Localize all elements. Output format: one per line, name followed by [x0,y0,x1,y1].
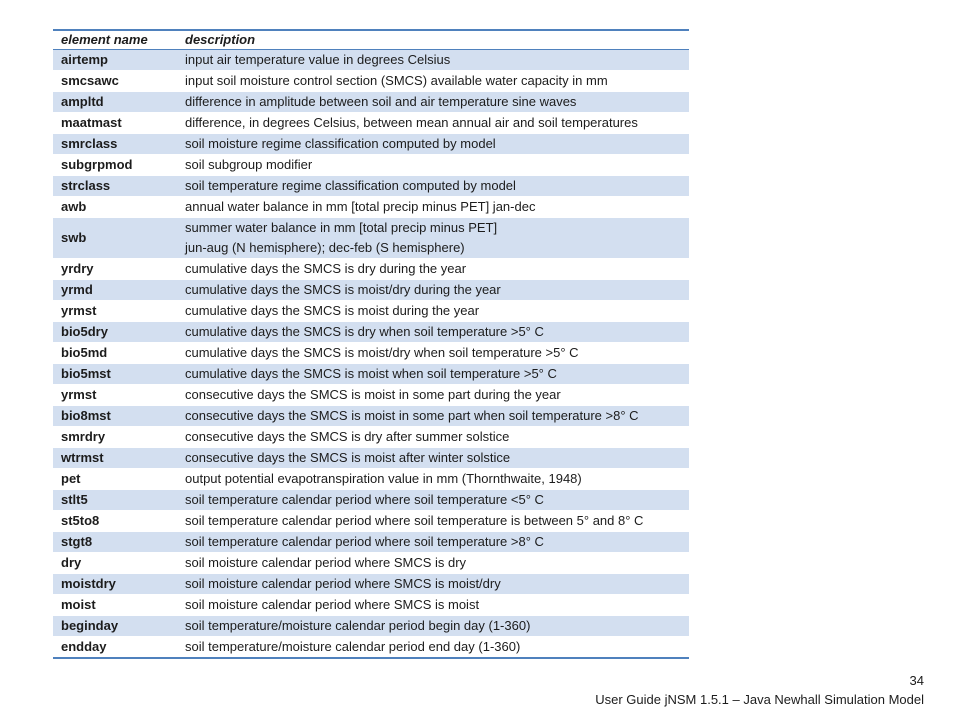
description-cell: soil moisture calendar period where SMCS is moist/dry [177,574,689,595]
description-cell: soil moisture calendar period where SMCS is moist [177,595,689,616]
element-name-cell: beginday [53,616,177,637]
table-row [53,574,689,595]
table-row [53,637,689,659]
description-cell: annual water balance in mm [total precip minus PET] jan-dec [177,197,689,218]
description-cell: soil temperature regime classification computed by model [177,176,689,197]
description-cell: cumulative days the SMCS is dry when soil temperature >5° C [177,322,689,343]
table-row [53,197,689,218]
description-cell: soil temperature calendar period where soil temperature <5° C [177,490,689,511]
table-row [53,113,689,134]
table-row [53,155,689,176]
table-row [53,176,689,197]
table-row [53,92,689,113]
table-row [53,134,689,155]
table-row [53,406,689,427]
table-row [53,301,689,322]
table-row [53,532,689,553]
description-cell: consecutive days the SMCS is moist in some part during the year [177,385,689,406]
description-cell: soil temperature calendar period where soil temperature is between 5° and 8° C [177,511,689,532]
description-cell: consecutive days the SMCS is moist after winter solstice [177,448,689,469]
description-cell: difference in amplitude between soil and air temperature sine waves [177,92,689,113]
description-cell: soil temperature/moisture calendar period begin day (1-360) [177,616,689,637]
description-cell: soil temperature calendar period where soil temperature >8° C [177,532,689,553]
table-row [53,553,689,574]
element-name-cell: airtemp [53,50,177,71]
table-row [53,259,689,280]
description-cell: cumulative days the SMCS is moist/dry when soil temperature >5° C [177,343,689,364]
element-description-table [53,29,689,659]
description-cell: soil moisture regime classification computed by model [177,134,689,155]
table-body [53,50,689,659]
element-name-cell: yrmst [53,301,177,322]
table-row [53,343,689,364]
description-cell: cumulative days the SMCS is moist/dry during the year [177,280,689,301]
element-name-cell: moist [53,595,177,616]
table-row [53,50,689,71]
table-row [53,595,689,616]
element-name-cell: yrmst [53,385,177,406]
element-name-cell: dry [53,553,177,574]
element-name-cell: pet [53,469,177,490]
description-cell: cumulative days the SMCS is dry during the year [177,259,689,280]
footer-title: User Guide jNSM 1.5.1 – Java Newhall Simulation Model [595,692,924,707]
element-name-cell: swb [53,218,177,259]
column-header-element-name: element name [53,30,177,50]
description-cell: soil moisture calendar period where SMCS is dry [177,553,689,574]
element-name-cell: strclass [53,176,177,197]
column-header-description: description [177,30,689,50]
element-name-cell: smcsawc [53,71,177,92]
table-row [53,616,689,637]
table-row [53,511,689,532]
description-cell: soil temperature/moisture calendar period end day (1-360) [177,637,689,659]
table-row [53,427,689,448]
element-name-cell: bio8mst [53,406,177,427]
element-name-cell: bio5mst [53,364,177,385]
description-cell: consecutive days the SMCS is dry after summer solstice [177,427,689,448]
table-row [53,280,689,301]
element-name-cell: st5to8 [53,511,177,532]
element-name-cell: ampltd [53,92,177,113]
element-name-cell: smrdry [53,427,177,448]
table-row [53,71,689,92]
element-name-cell: endday [53,637,177,659]
element-name-cell: subgrpmod [53,155,177,176]
page-number: 34 [909,673,924,688]
table-row [53,218,689,259]
description-cell: difference, in degrees Celsius, between mean annual air and soil temperatures [177,113,689,134]
table-row [53,364,689,385]
table-row [53,385,689,406]
description-cell: summer water balance in mm [total precip minus PET] jun-aug (N hemisphere); dec-feb (S hemisphere) [177,218,689,259]
table-row [53,448,689,469]
table-row [53,322,689,343]
element-name-cell: smrclass [53,134,177,155]
table-row [53,490,689,511]
element-name-cell: bio5md [53,343,177,364]
element-name-cell: awb [53,197,177,218]
element-name-cell: moistdry [53,574,177,595]
description-cell: input soil moisture control section (SMCS) available water capacity in mm [177,71,689,92]
description-cell: output potential evapotranspiration value in mm (Thornthwaite, 1948) [177,469,689,490]
description-cell: cumulative days the SMCS is moist when soil temperature >5° C [177,364,689,385]
element-name-cell: bio5dry [53,322,177,343]
element-name-cell: stgt8 [53,532,177,553]
table-header-row [53,30,689,50]
description-cell: soil subgroup modifier [177,155,689,176]
element-name-cell: yrmd [53,280,177,301]
element-name-cell: yrdry [53,259,177,280]
element-name-cell: wtrmst [53,448,177,469]
table-row [53,469,689,490]
element-name-cell: stlt5 [53,490,177,511]
description-cell: input air temperature value in degrees Celsius [177,50,689,71]
description-cell: consecutive days the SMCS is moist in some part when soil temperature >8° C [177,406,689,427]
element-name-cell: maatmast [53,113,177,134]
description-cell: cumulative days the SMCS is moist during the year [177,301,689,322]
